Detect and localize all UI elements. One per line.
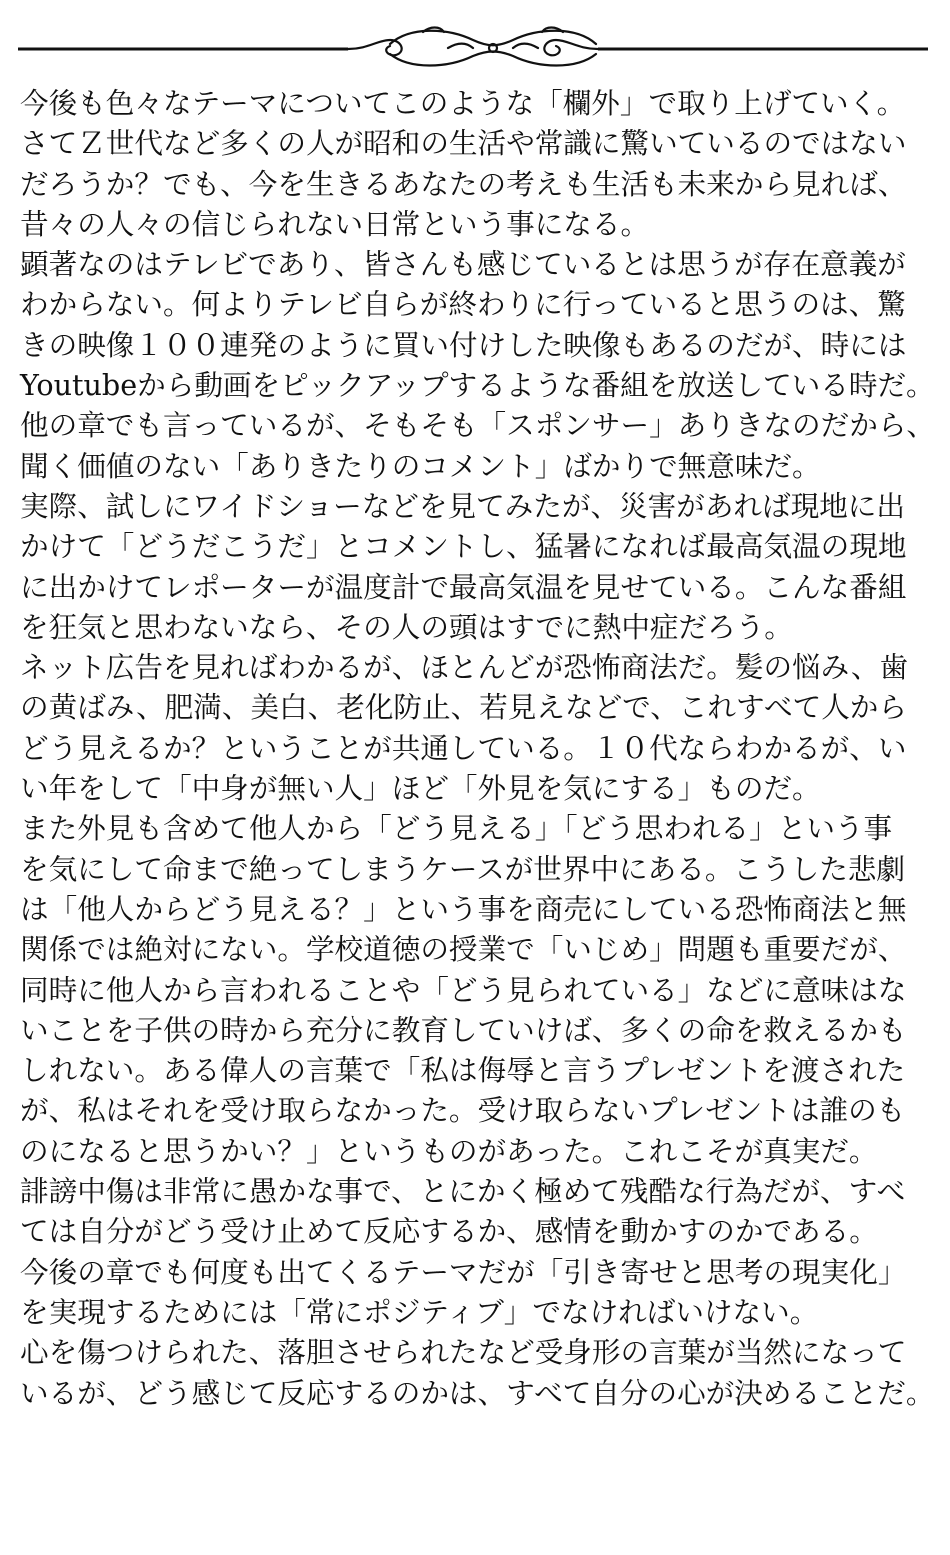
text-line: を狂気と思わないなら、その人の頭はすでに熱中症だろう。: [20, 609, 793, 644]
text-line: を気にして命まで絶ってしまうケースが世界中にある。こうした悲劇: [20, 851, 905, 886]
text-line: きの映像１００連発のように買い付けした映像もあるのだが、時には: [20, 327, 907, 362]
text-line: が、私はそれを受け取らなかった。受け取らないプレゼントは誰のも: [20, 1093, 906, 1128]
text-line: の黄ばみ、肥満、美白、老化防止、若見えなどで、これすべて人から: [20, 690, 907, 725]
body-text: [20, 83, 950, 1413]
flourish-ornament-icon: [348, 28, 598, 66]
text-line: いるが、どう感じて反応するのかは、すべて自分の心が決めることだ。: [20, 1375, 935, 1410]
text-line: かけて「どうだこうだ」とコメントし、猛暑になれば最高気温の現地: [20, 529, 907, 564]
text-line: 実際、試しにワイドショーなどを見てみたが、災害があれば現地に出: [20, 488, 905, 523]
text-line: い年をして「中身が無い人」ほど「外見を気にする」ものだ。: [20, 771, 821, 806]
ornamental-divider: [18, 22, 928, 70]
text-line: 顕著なのはテレビであり、皆さんも感じているとは思うが存在意義が: [20, 247, 906, 282]
text-line: のになると思うかい？」というものがあった。これこそが真実だ。: [20, 1133, 878, 1168]
text-line: ては自分がどう受け止めて反応するか、感情を動かすのかである。: [20, 1214, 878, 1249]
text-line: 昔々の人々の信じられない日常という事になる。: [20, 206, 650, 241]
text-line: 心を傷つけられた、落胆させられたなど受身形の言葉が当然になって: [20, 1335, 907, 1370]
text-line: いことを子供の時から充分に教育していけば、多くの命を救えるかも: [20, 1012, 907, 1047]
text-line: 他の章でも言っているが、そもそも「スポンサー」ありきなのだから、: [20, 408, 936, 443]
text-line: 今後も色々なテーマについてこのような「欄外」で取り上げていく。: [20, 86, 906, 120]
text-line: を実現するためには「常にポジティブ」でなければいけない。: [20, 1294, 819, 1329]
text-line: わからない。何よりテレビ自らが終わりに行っていると思うのは、驚: [20, 287, 906, 322]
text-line: 関係では絶対にない。学校道徳の授業で「いじめ」問題も重要だが、: [20, 932, 907, 967]
text-line: ネット広告を見ればわかるが、ほとんどが恐怖商法だ。髪の悩み、歯: [20, 650, 909, 685]
text-line: さてＺ世代など多くの人が昭和の生活や常識に驚いているのではない: [20, 126, 907, 161]
text-line: どう見えるか？ということが共通している。１０代ならわかるが、い: [20, 730, 907, 765]
text-line: しれない。ある偉人の言葉で「私は侮辱と言うプレゼントを渡された: [20, 1053, 906, 1088]
text-line: だろうか？でも、今を生きるあなたの考えも生活も未来から見れば、: [20, 166, 907, 201]
text-line: 聞く価値のない「ありきたりのコメント」ばかりで無意味だ。: [20, 448, 821, 483]
text-line: 今後の章でも何度も出てくるテーマだが「引き寄せと思考の現実化」: [20, 1254, 907, 1289]
text-line: 同時に他人から言われることや「どう見られている」などに意味はな: [20, 972, 907, 1007]
text-line: に出かけてレポーターが温度計で最高気温を見せている。こんな番組: [20, 569, 907, 604]
text-line: Youtubeから動画をピックアップするような番組を放送している時だ。: [20, 368, 935, 403]
text-line: は「他人からどう見える？」という事を商売にしている恐怖商法と無: [20, 891, 907, 926]
text-line: 誹謗中傷は非常に愚かな事で、とにかく極めて残酷な行為だが、すべ: [20, 1174, 906, 1209]
text-line: また外見も含めて他人から「どう見える」「どう思われる」という事: [20, 811, 893, 846]
